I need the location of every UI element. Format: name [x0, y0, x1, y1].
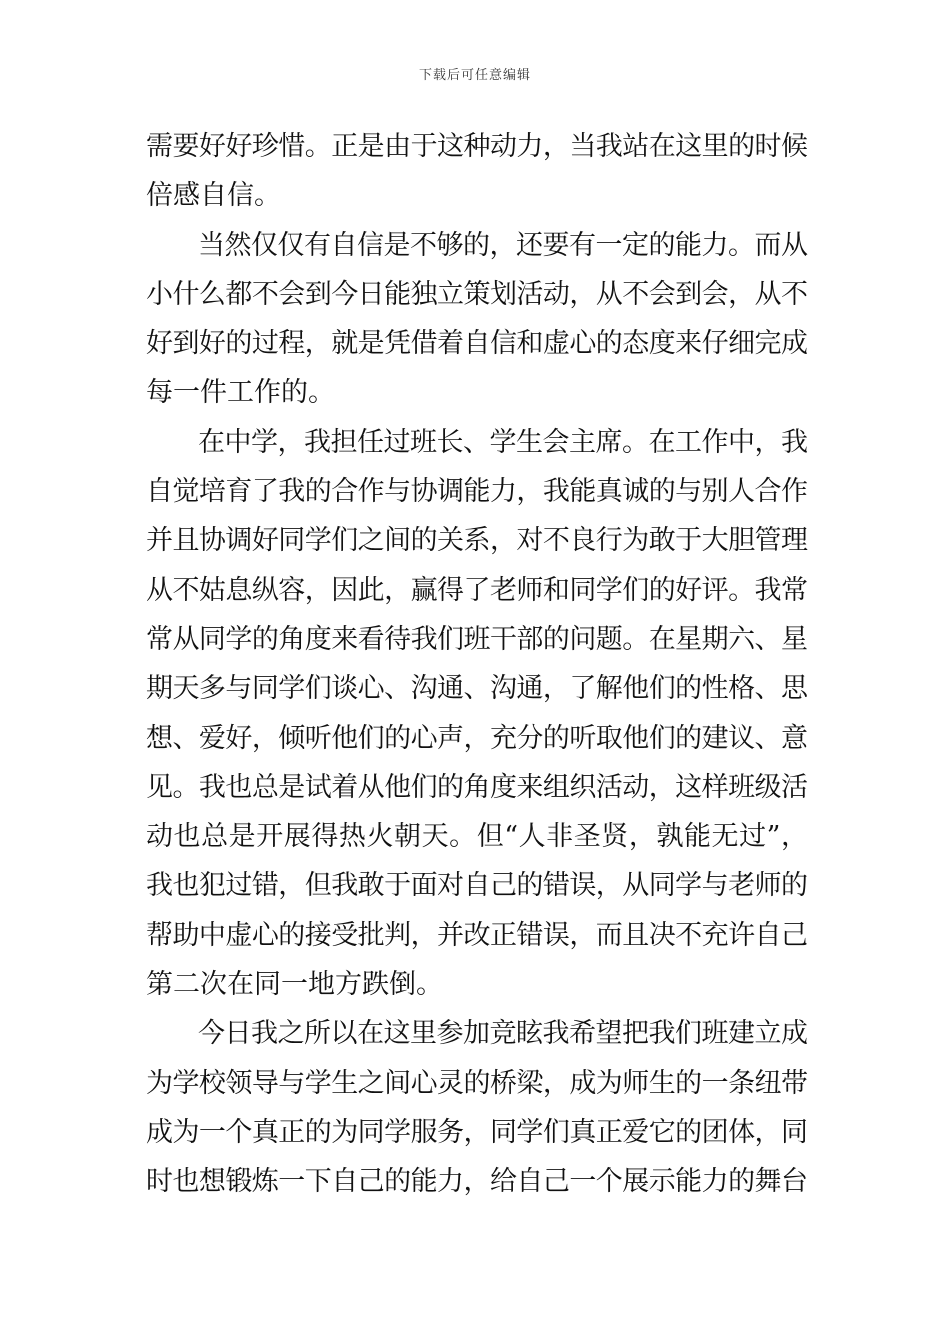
text-line: 我也犯过错，但我敢于面对自己的错误，从同学与老师的	[146, 870, 808, 902]
text-line: 见。我也总是试着从他们的角度来组织活动，这样班级活	[146, 771, 808, 803]
text-line: 当然仅仅有自信是不够的，还要有一定的能力。而从	[198, 229, 808, 261]
text-line: 常从同学的角度来看待我们班干部的问题。在星期六、星	[146, 623, 808, 655]
text-line: 从不姑息纵容，因此，赢得了老师和同学们的好评。我常	[146, 574, 808, 606]
text-line: 好到好的过程，就是凭借着自信和虚心的态度来仔细完成	[146, 328, 808, 360]
text-line: 自觉培育了我的合作与协调能力，我能真诚的与别人合作	[146, 476, 808, 508]
text-line: 每一件工作的。	[146, 377, 335, 409]
text-line: 成为一个真正的为同学服务，同学们真正爱它的团体，同	[146, 1116, 808, 1148]
text-line: 想、爱好，倾听他们的心声，充分的听取他们的建议、意	[146, 722, 808, 754]
text-line: 动也总是开展得热火朝天。但“人非圣贤，孰能无过”，	[146, 821, 809, 853]
text-line: 时也想锻炼一下自己的能力，给自己一个展示能力的舞台	[146, 1166, 808, 1198]
text-line: 并且协调好同学们之间的关系，对不良行为敢于大胆管理	[146, 525, 808, 557]
text-line: 为学校领导与学生之间心灵的桥梁，成为师生的一条纽带	[146, 1067, 808, 1099]
text-line: 在中学，我担任过班长、学生会主席。在工作中，我	[198, 426, 808, 458]
text-line: 第二次在同一地方跌倒。	[146, 969, 443, 1001]
document-body	[146, 122, 808, 1207]
text-line: 小什么都不会到今日能独立策划活动，从不会到会，从不	[146, 278, 808, 310]
text-line: 期天多与同学们谈心、沟通、沟通，了解他们的性格、思	[146, 673, 808, 705]
text-line: 倍感自信。	[146, 180, 281, 212]
text-line: 今日我之所以在这里参加竞眩我希望把我们班建立成	[198, 1018, 808, 1050]
text-line: 帮助中虚心的接受批判，并改正错误，而且决不充许自己	[146, 919, 808, 951]
text-line: 需要好好珍惜。正是由于这种动力，当我站在这里的时候	[146, 131, 808, 162]
page-header: 下载后可任意编辑	[418, 68, 531, 83]
